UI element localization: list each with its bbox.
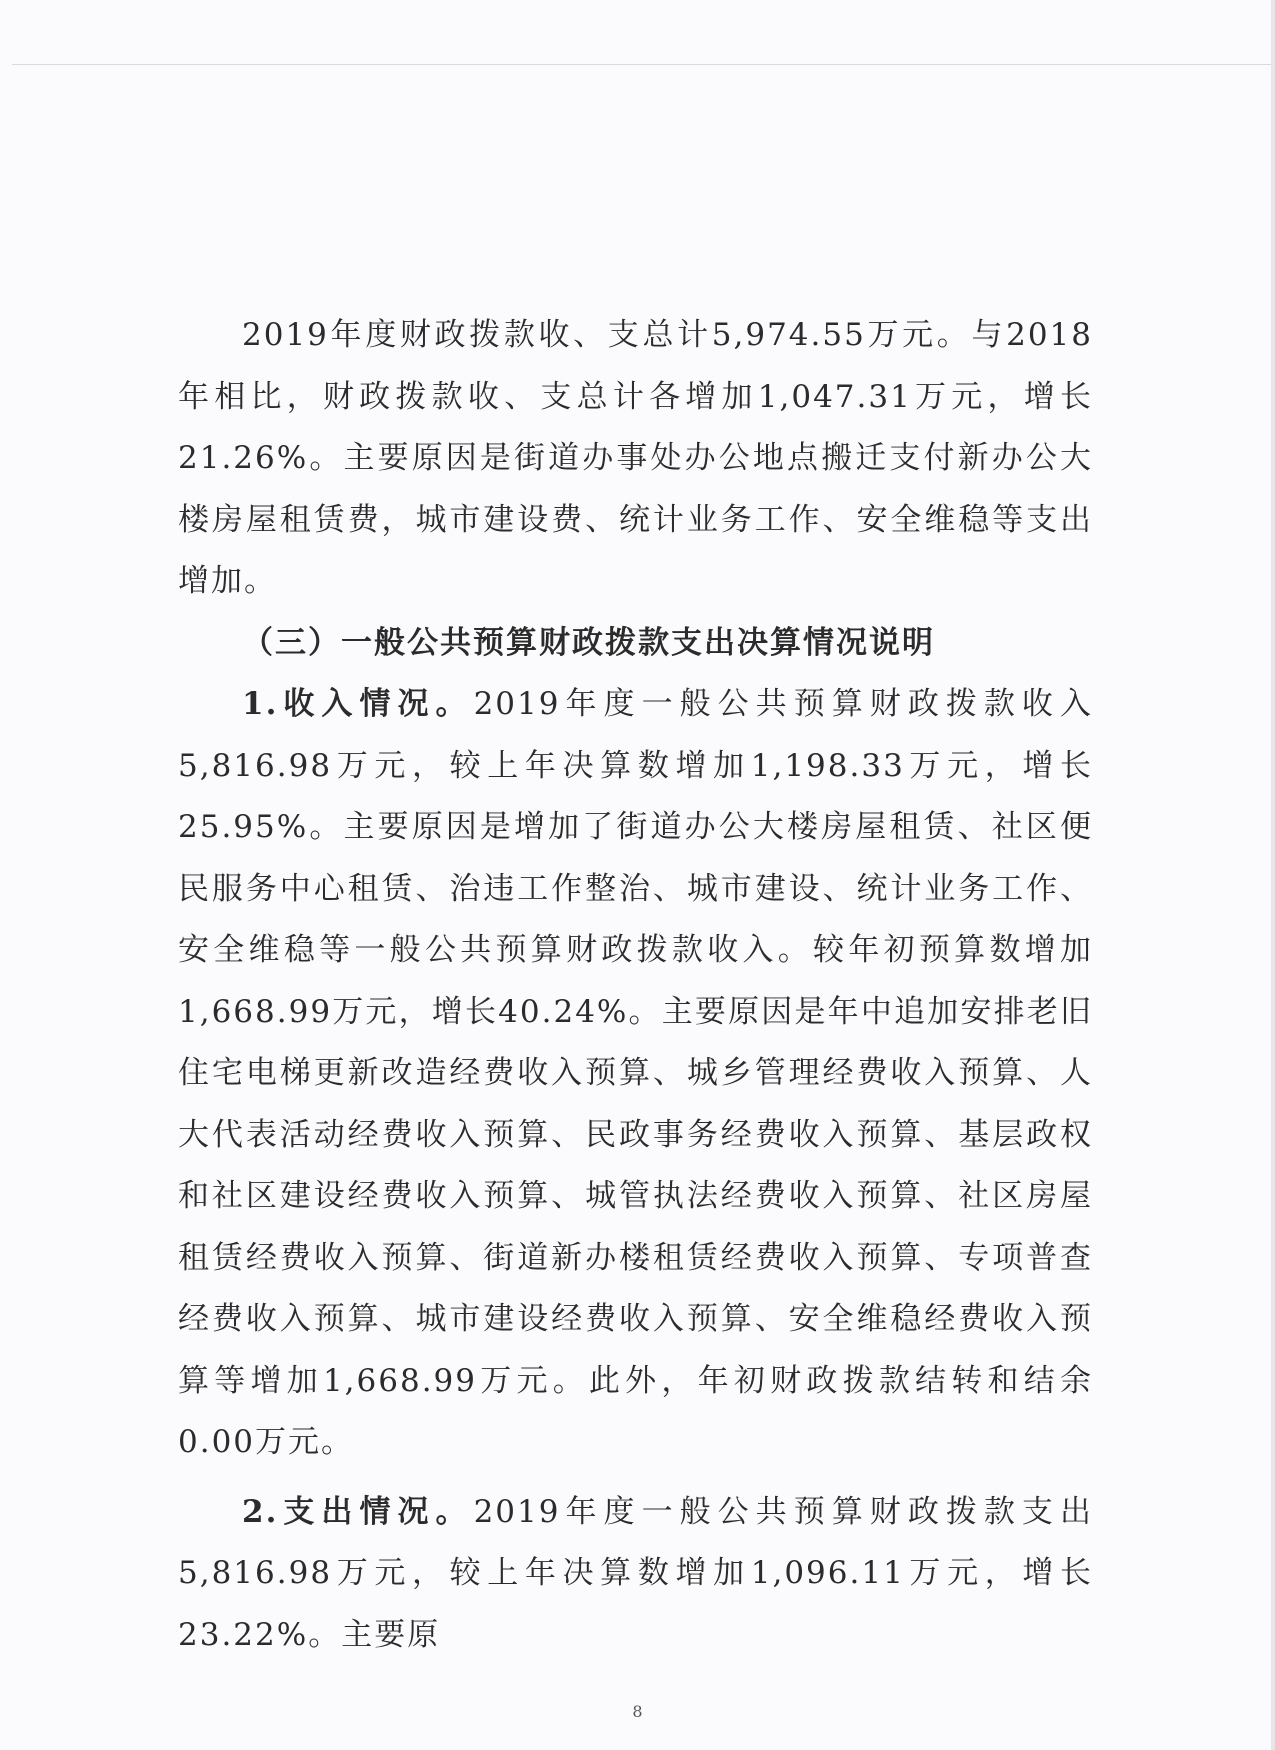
income-lead: 1.收入情况。 (242, 686, 474, 722)
paragraph-spacer (178, 1474, 1093, 1482)
expenditure-lead: 2.支出情况。 (242, 1493, 474, 1530)
income-text: 2019年度一般公共预算财政拨款收入5,816.98万元，较上年决算数增加1,198.33万元，增长25.95%。主要原因是增加了街道办公大楼房屋租赁、社区便民服务中心租赁、治违工作整治、城市建设、统计业务工作、安全维稳等一般公共预算财政拨款收入。较年初预算数增加1,668.99万元，增长40.24%。主要原因是年中追加安排老旧住宅电梯更新改造经费收入预算、城乡管理经费收入预算、人大代表活动经费收入预算、民政事务经费收入预算、基层政权和社区建设经费收入预算、城管执法经费收入预算、社区房屋租赁经费收入预算、街道新办楼租赁经费收入预算、专项普查经费收入预算、城市建设经费收入预算、安全维稳经费收入预算等增加1,668.99万元。此外，年初财政拨款结转和结余0.00万元。 (178, 686, 1093, 1460)
paragraph-total-summary: 2019年度财政拨款收、支总计5,974.55万元。与2018年相比，财政拨款收、支总计各增加1,047.31万元，增长21.26%。主要原因是街道办事处办公地点搬迁支付新办公大楼房屋租赁费，城市建设费、统计业务工作、安全维稳等支出增加。 (178, 317, 1093, 599)
page-number: 8 (632, 1702, 643, 1721)
section-heading: （三）一般公共预算财政拨款支出决算情况说明 (242, 624, 935, 661)
paragraph-income (178, 674, 1093, 1474)
scan-edge (1271, 0, 1275, 1750)
scan-border-line (12, 64, 1275, 65)
page-body (178, 305, 1093, 1666)
paragraph-expenditure (178, 1482, 1093, 1667)
expenditure-text: 2019年度一般公共预算财政拨款支出5,816.98万元，较上年决算数增加1,096.11万元，增长23.22%。主要原 (178, 1493, 1093, 1653)
